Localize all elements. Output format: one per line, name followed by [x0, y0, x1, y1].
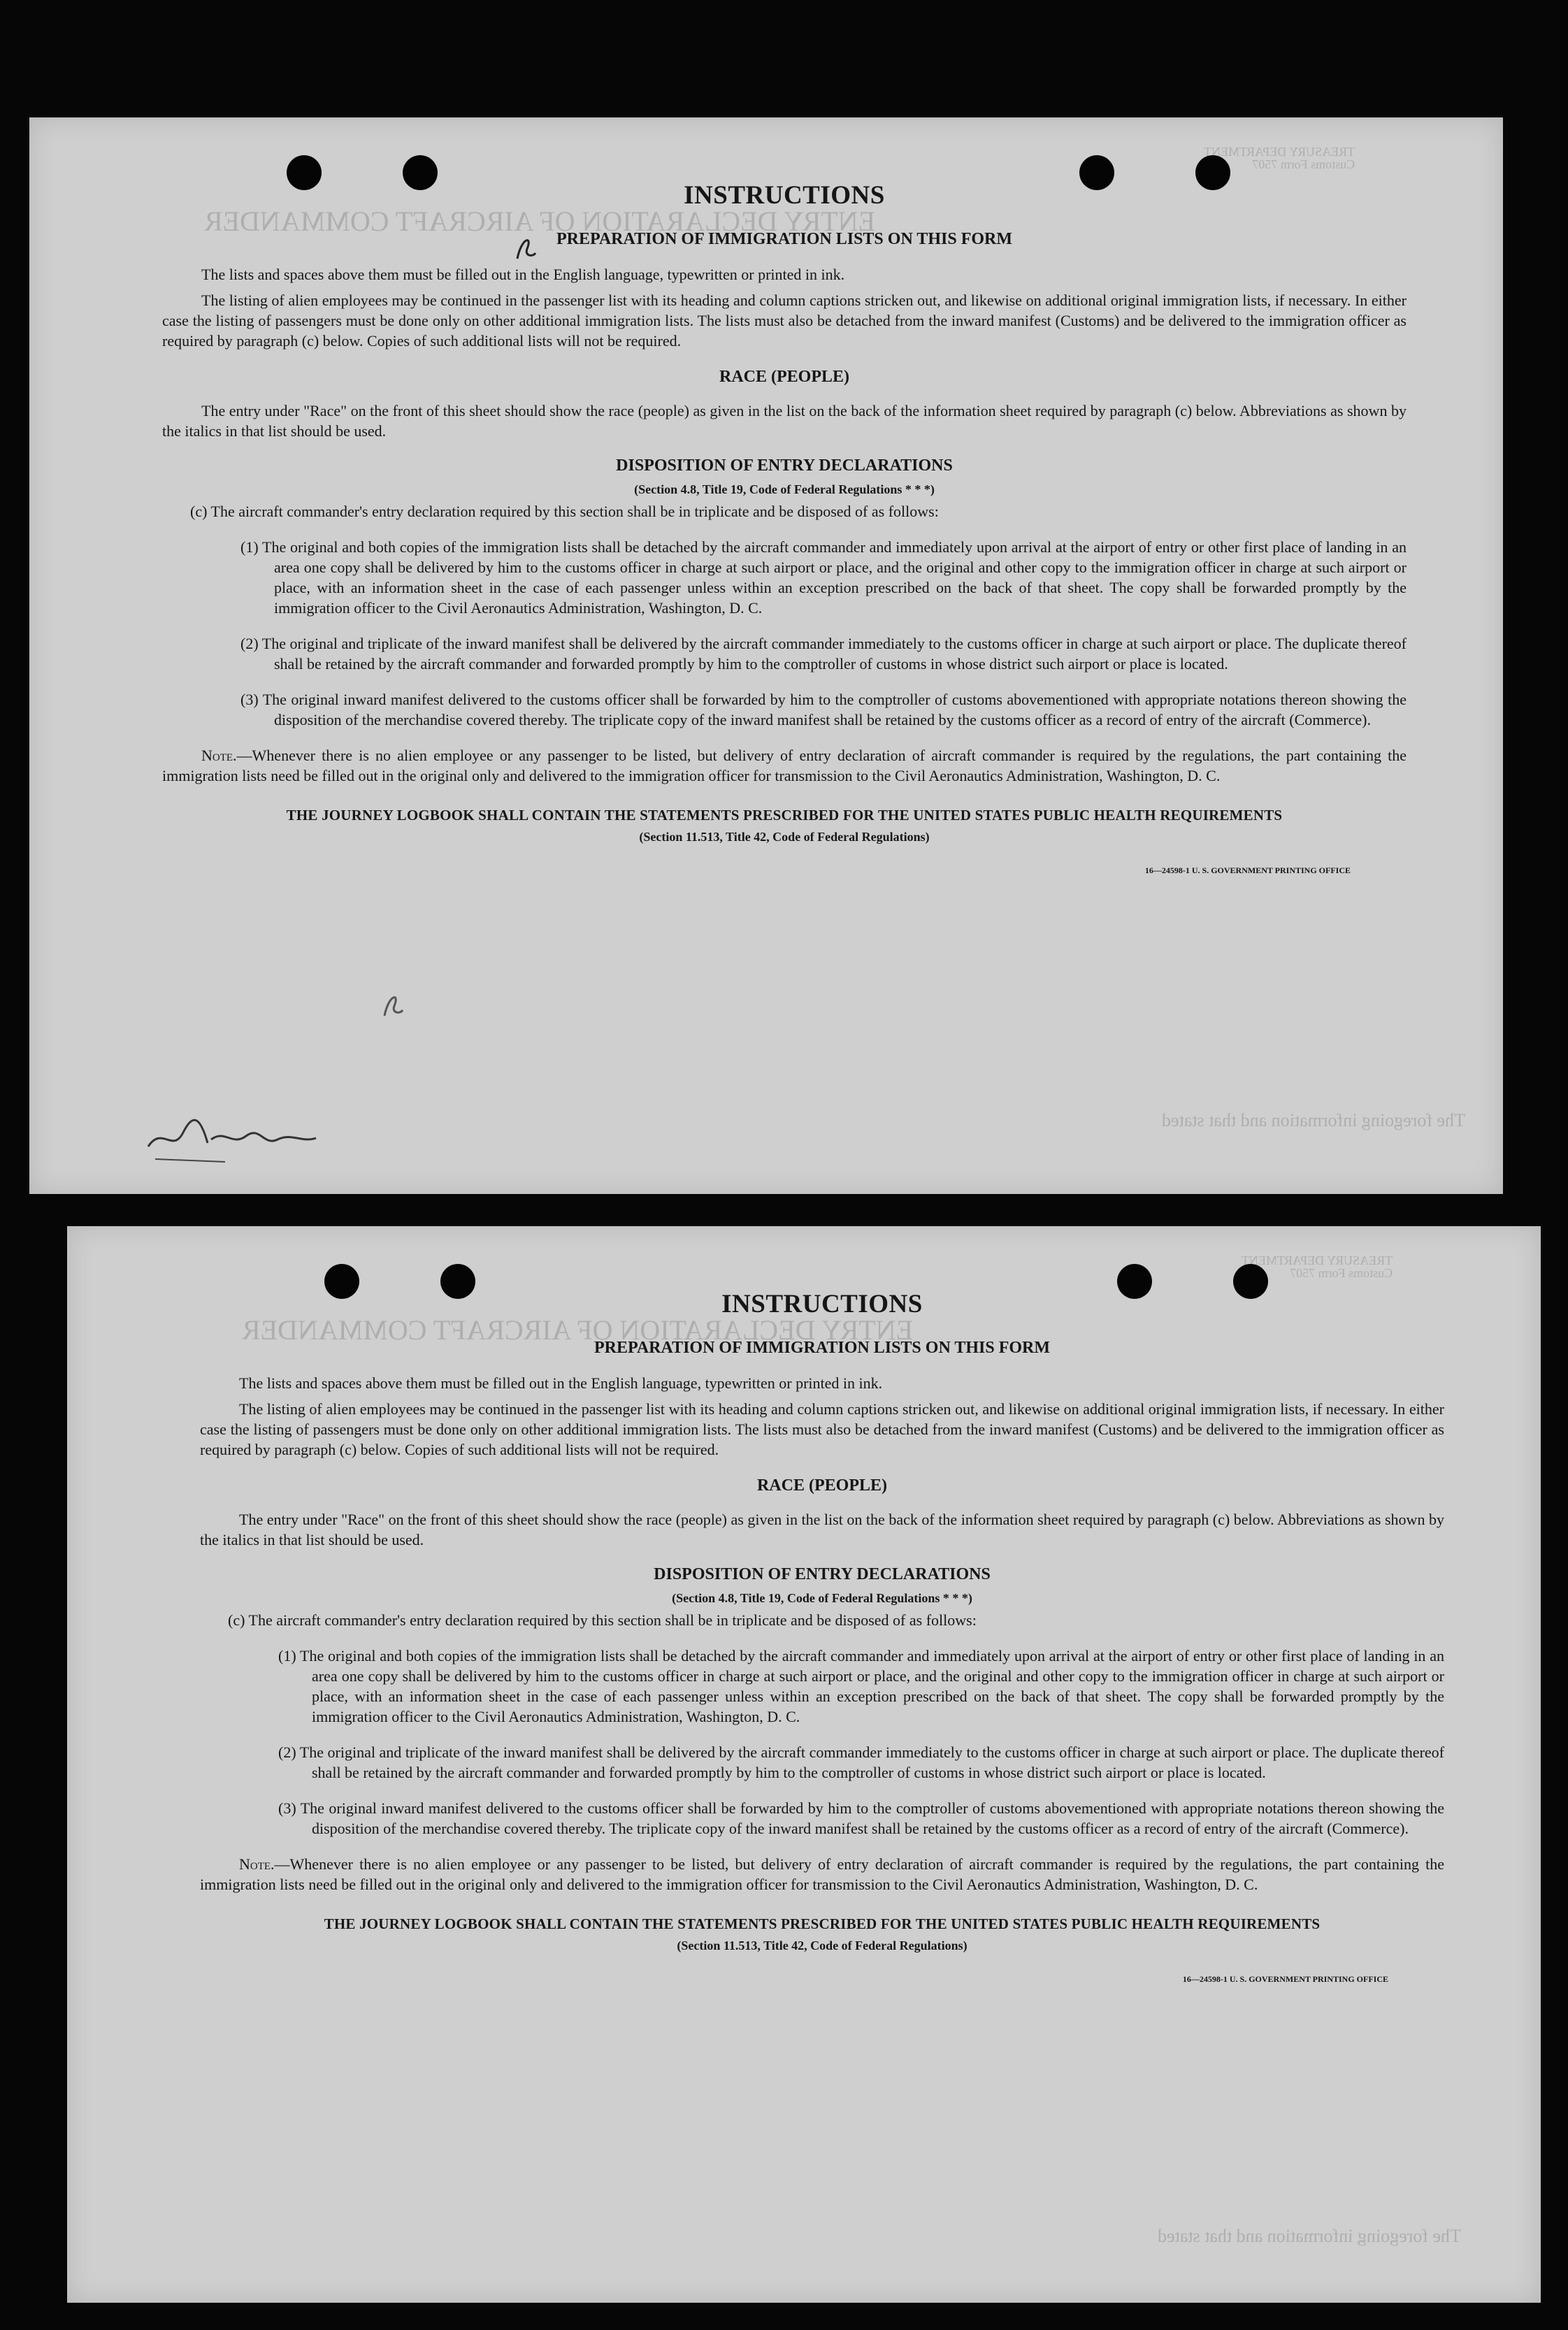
form-sheet-top — [29, 117, 1503, 1194]
instructions-block — [162, 180, 1407, 876]
disposition-item-2: (2) The original and triplicate of the inward manifest shall be delivered by the aircraft commander immediately to the customs officer in charge at such airport or place. The duplicate thereof shall be retained by the aircraft commander and forwarded promptly by him to the comptroller of customs in whose district such airport or place is located. — [240, 635, 1407, 673]
handwritten-signature — [141, 1105, 337, 1167]
note-text: —Whenever there is no alien employee or any passenger to be listed, but delivery of entry declaration of aircraft commander is required by the regulations, the part containing the immigration lists need be filled out in the original only and delivered to the immigration officer for transmission to the Civil Aeronautics Administration, Washington, D. C. — [200, 1855, 1444, 1893]
instructions-block — [200, 1289, 1444, 1985]
disposition-heading: DISPOSITION OF ENTRY DECLARATIONS — [616, 456, 953, 475]
ink-mark — [379, 988, 407, 1020]
disposition-item-2: (2) The original and triplicate of the inward manifest shall be delivered by the aircraft commander immediately to the customs officer in charge at such airport or place. The duplicate thereof shall be retained by the aircraft commander and forwarded promptly by him to the comptroller of customs in whose district such airport or place is located. — [278, 1743, 1444, 1781]
prep-paragraph-1: The lists and spaces above them must be filled out in the English language, typewritten or printed in ink. — [201, 266, 845, 283]
prep-paragraph-2: The listing of alien employees may be continued in the passenger list with its heading and column captions stricken out, and likewise on additional original immigration lists, if necessary. In either case the listing of passengers must be done only on other additional immigration lists. The lists must also be detached from the inward manifest (Customs) and be delivered to the immigration officer as required by paragraph (c) below. Copies of such additional lists will not be required. — [162, 292, 1407, 350]
note-label: Note. — [201, 747, 237, 764]
disposition-item-3: (3) The original inward manifest delivered to the customs officer shall be forwarded by him to the comptroller of customs abovementioned with appropriate notations thereon showing the disposition of the merchandise covered thereby. The triplicate copy of the inward manifest shall be retained by the customs officer as a record of entry of the aircraft (Commerce). — [240, 691, 1407, 728]
note-paragraph — [200, 1854, 1444, 1894]
race-paragraph: The entry under "Race" on the front of this sheet should show the race (people) as given in the list on the back of the information sheet required by paragraph (c) below. Abbreviations as shown by the italics in that list should be used. — [200, 1511, 1444, 1548]
note-text: —Whenever there is no alien employee or any passenger to be listed, but delivery of entry declaration of aircraft commander is required by the regulations, the part containing the immigration lists need be filled out in the original only and delivered to the immigration officer for transmission to the Civil Aeronautics Administration, Washington, D. C. — [162, 747, 1407, 784]
bleed-through-text: The foregoing information and that stated — [1162, 1110, 1465, 1130]
prep-heading: PREPARATION OF IMMIGRATION LISTS ON THIS FORM — [556, 230, 1013, 248]
bleed-through-text: TREASURY DEPARTMENT Customs Form 7507 — [1242, 1253, 1393, 1280]
bleed-through-text: TREASURY DEPARTMENT Customs Form 7507 — [1204, 145, 1355, 171]
race-heading: RACE (PEOPLE) — [757, 1476, 887, 1495]
note-paragraph — [162, 745, 1407, 786]
prep-heading: PREPARATION OF IMMIGRATION LISTS ON THIS FORM — [594, 1339, 1051, 1357]
race-heading: RACE (PEOPLE) — [719, 368, 849, 386]
prep-paragraph-2: The listing of alien employees may be continued in the passenger list with its heading and column captions stricken out, and likewise on additional original immigration lists, if necessary. In either case the listing of passengers must be done only on other additional immigration lists. The lists must also be detached from the inward manifest (Customs) and be delivered to the immigration officer as required by paragraph (c) below. Copies of such additional lists will not be required. — [200, 1400, 1444, 1458]
journey-statement: THE JOURNEY LOGBOOK SHALL CONTAIN THE STATEMENTS PRESCRIBED FOR THE UNITED STATES PUBLIC HEALTH REQUIREMENTS — [324, 1915, 1321, 1932]
journey-subheading: (Section 11.513, Title 42, Code of Federal Regulations) — [639, 830, 930, 844]
form-sheet-bottom — [67, 1226, 1541, 2303]
bleed-through-text: The foregoing information and that stated — [1158, 2226, 1461, 2246]
page-title: INSTRUCTIONS — [721, 1290, 923, 1318]
bleed-through-text: ENTRY DECLARATION OF AIRCRAFT COMMANDER — [242, 1314, 914, 1346]
disposition-item-3: (3) The original inward manifest delivered to the customs officer shall be forwarded by him to the comptroller of customs abovementioned with appropriate notations thereon showing the disposition of the merchandise covered thereby. The triplicate copy of the inward manifest shall be retained by the customs officer as a record of entry of the aircraft (Commerce). — [278, 1799, 1444, 1837]
prep-paragraph-1: The lists and spaces above them must be filled out in the English language, typewritten or printed in ink. — [239, 1374, 883, 1392]
disposition-item-1: (1) The original and both copies of the immigration lists shall be detached by the aircraft commander and immediately upon arrival at the airport of entry or other first place of landing in an area one copy shall be delivered by him to the customs officer in charge at such airport or place, and the original and other copy to the immigration officer in charge at such airport or place, with an information sheet in the case of each passenger unless within an exception prescribed on the back of that sheet. The copy shall be forwarded promptly by the immigration officer to the Civil Aeronautics Administration, Washington, D. C. — [278, 1647, 1444, 1725]
gpo-imprint: 16—24598-1 U. S. GOVERNMENT PRINTING OFFICE — [1144, 865, 1351, 875]
disposition-subheading: (Section 4.8, Title 19, Code of Federal Regulations * * *) — [634, 482, 935, 496]
journey-subheading: (Section 11.513, Title 42, Code of Federal Regulations) — [677, 1939, 968, 1953]
disposition-c: (c) The aircraft commander's entry declaration required by this section shall be in triplicate and be disposed of as follows: — [228, 1611, 977, 1629]
page-title: INSTRUCTIONS — [684, 181, 885, 210]
journey-statement: THE JOURNEY LOGBOOK SHALL CONTAIN THE STATEMENTS PRESCRIBED FOR THE UNITED STATES PUBLIC HEALTH REQUIREMENTS — [286, 807, 1283, 824]
bleed-through-text: ENTRY DECLARATION OF AIRCRAFT COMMANDER — [204, 206, 876, 237]
race-paragraph: The entry under "Race" on the front of this sheet should show the race (people) as given in the list on the back of the information sheet required by paragraph (c) below. Abbreviations as shown by the italics in that list should be used. — [162, 402, 1407, 440]
note-label: Note. — [239, 1855, 275, 1873]
gpo-imprint: 16—24598-1 U. S. GOVERNMENT PRINTING OFFICE — [1182, 1974, 1388, 1984]
disposition-subheading: (Section 4.8, Title 19, Code of Federal Regulations * * *) — [672, 1591, 972, 1605]
ink-mark — [512, 231, 540, 263]
disposition-item-1: (1) The original and both copies of the immigration lists shall be detached by the aircraft commander and immediately upon arrival at the airport of entry or other first place of landing in an area one copy shall be delivered by him to the customs officer in charge at such airport or place, and the original and other copy to the immigration officer in charge at such airport or place, with an information sheet in the case of each passenger unless within an exception prescribed on the back of that sheet. The copy shall be forwarded promptly by the immigration officer to the Civil Aeronautics Administration, Washington, D. C. — [240, 538, 1407, 617]
disposition-heading: DISPOSITION OF ENTRY DECLARATIONS — [654, 1565, 991, 1583]
disposition-c: (c) The aircraft commander's entry declaration required by this section shall be in triplicate and be disposed of as follows: — [190, 503, 939, 520]
